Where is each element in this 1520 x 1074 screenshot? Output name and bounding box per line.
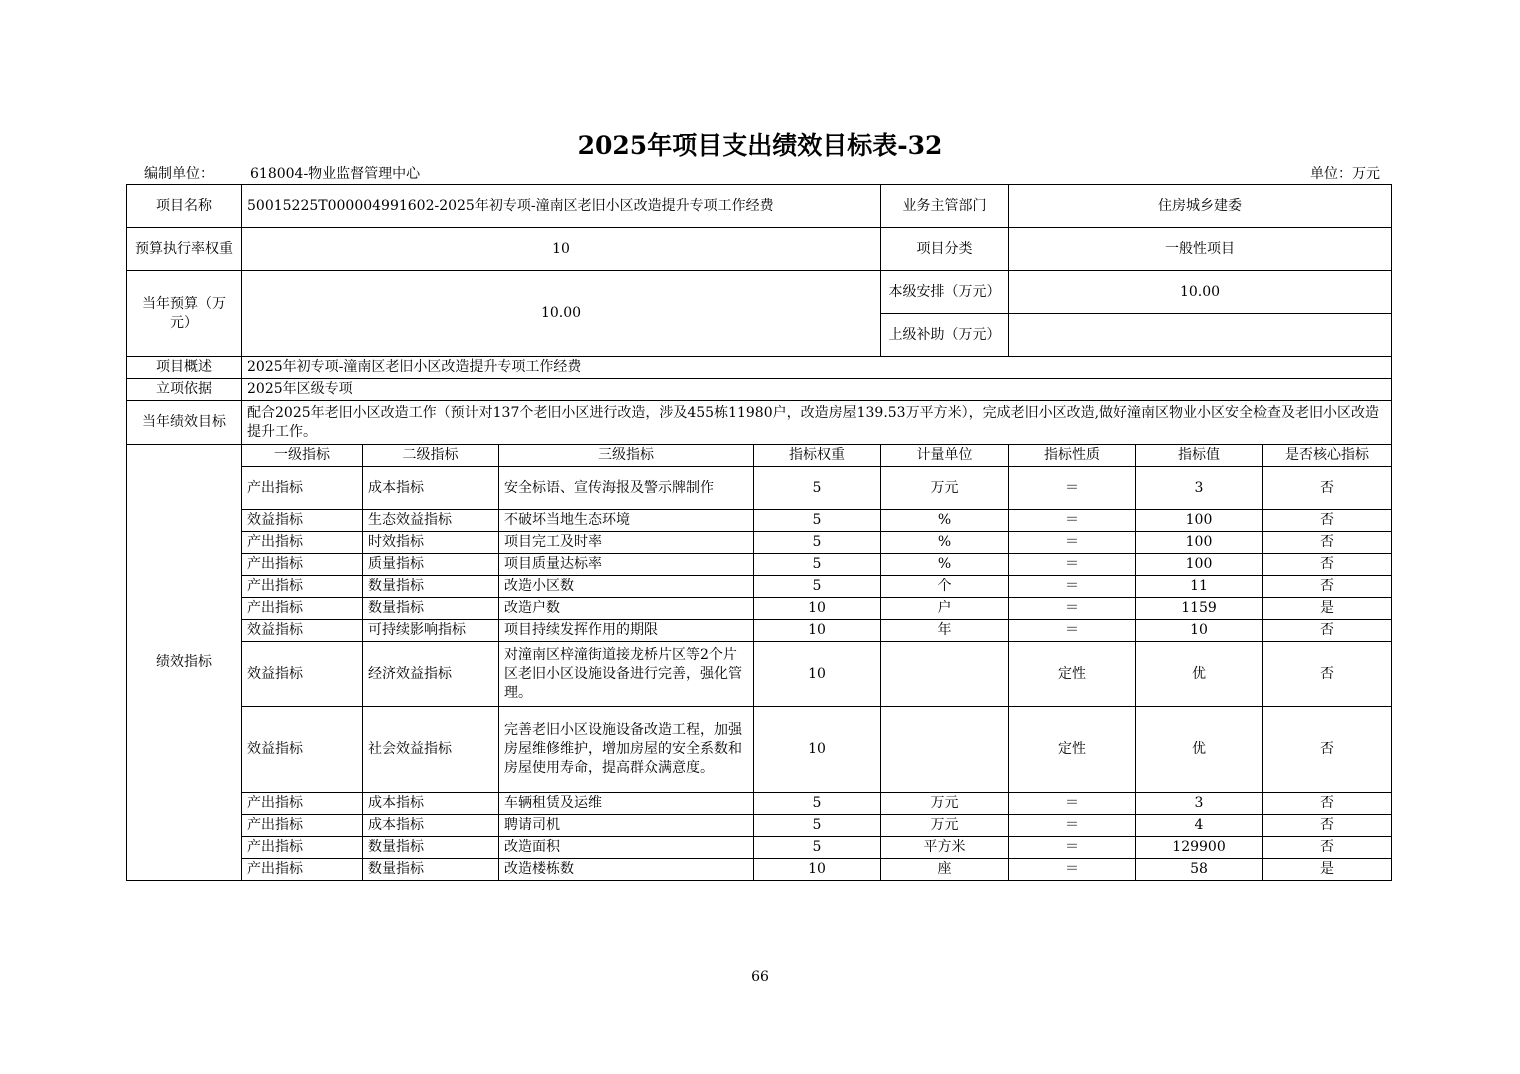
indicator-core-cell: 否 [1263, 510, 1392, 532]
indicator-level1-cell: 效益指标 [242, 707, 363, 793]
indicator-level2-cell: 经济效益指标 [363, 642, 499, 707]
indicator-unit-cell: 年 [881, 620, 1009, 642]
indicator-core-cell: 否 [1263, 793, 1392, 815]
indicator-unit-cell: % [881, 554, 1009, 576]
indicator-level2-cell: 时效指标 [363, 532, 499, 554]
goal-label: 当年绩效目标 [127, 401, 242, 445]
indicator-row [127, 510, 1392, 532]
budget-value: 10.00 [242, 271, 881, 357]
indicator-level2-cell: 质量指标 [363, 554, 499, 576]
indicator-level3-cell: 聘请司机 [499, 815, 754, 837]
indicator-nature-cell: ＝ [1009, 554, 1136, 576]
indicator-weight-cell: 5 [754, 815, 881, 837]
local-value: 10.00 [1009, 271, 1392, 314]
indicator-level2-cell: 成本指标 [363, 815, 499, 837]
indicator-unit-cell: 万元 [881, 467, 1009, 510]
indicator-level3-cell: 完善老旧小区设施设备改造工程，加强房屋维修维护，增加房屋的安全系数和房屋使用寿命，提高群众满意度。 [499, 707, 754, 793]
indicator-core-cell: 否 [1263, 815, 1392, 837]
indicator-row [127, 859, 1392, 881]
indicator-nature-cell: ＝ [1009, 532, 1136, 554]
project-name-label: 项目名称 [127, 185, 242, 228]
category-label: 项目分类 [881, 228, 1009, 271]
indicator-nature-cell: 定性 [1009, 642, 1136, 707]
indicator-weight-cell: 10 [754, 859, 881, 881]
indicator-nature-cell: ＝ [1009, 837, 1136, 859]
compiling-unit-value: 618004-物业监督管理中心 [250, 166, 421, 182]
indicator-value-cell: 58 [1136, 859, 1263, 881]
indicator-level1-cell: 产出指标 [242, 576, 363, 598]
indicator-value-cell: 优 [1136, 707, 1263, 793]
indicator-level3-cell: 改造小区数 [499, 576, 754, 598]
indicator-value-cell: 100 [1136, 532, 1263, 554]
indicator-weight-cell: 10 [754, 642, 881, 707]
indicator-level3-cell: 项目完工及时率 [499, 532, 754, 554]
indicator-weight-cell: 5 [754, 576, 881, 598]
indicator-core-cell: 是 [1263, 859, 1392, 881]
indicator-unit-cell: 平方米 [881, 837, 1009, 859]
upper-label: 上级补助（万元） [881, 314, 1009, 357]
indicator-nature-cell: ＝ [1009, 793, 1136, 815]
indicator-row [127, 620, 1392, 642]
indicator-unit-cell [881, 707, 1009, 793]
indicator-unit-cell: 座 [881, 859, 1009, 881]
indicator-unit-cell [881, 642, 1009, 707]
indicator-level2-cell: 生态效益指标 [363, 510, 499, 532]
indicator-weight-cell: 5 [754, 554, 881, 576]
indicator-level2-cell: 社会效益指标 [363, 707, 499, 793]
indicator-level3-cell: 安全标语、宣传海报及警示牌制作 [499, 467, 754, 510]
indicator-nature-cell: ＝ [1009, 510, 1136, 532]
local-label: 本级安排（万元） [881, 271, 1009, 314]
compiling-unit-label: 编制单位： [144, 166, 214, 182]
indicator-nature-cell: 定性 [1009, 707, 1136, 793]
indicator-level2-cell: 可持续影响指标 [363, 620, 499, 642]
indicator-header-cell: 一级指标 [242, 445, 363, 467]
indicator-value-cell: 129900 [1136, 837, 1263, 859]
row-goal [127, 401, 1392, 445]
indicator-core-cell: 否 [1263, 554, 1392, 576]
indicator-unit-cell: 户 [881, 598, 1009, 620]
indicator-level3-cell: 车辆租赁及运维 [499, 793, 754, 815]
row-budget [127, 271, 1392, 314]
indicator-level1-cell: 效益指标 [242, 510, 363, 532]
indicator-nature-cell: ＝ [1009, 815, 1136, 837]
indicator-level3-cell: 项目持续发挥作用的期限 [499, 620, 754, 642]
indicator-nature-cell: ＝ [1009, 859, 1136, 881]
category-value: 一般性项目 [1009, 228, 1392, 271]
indicator-level1-cell: 产出指标 [242, 859, 363, 881]
indicator-level2-cell: 数量指标 [363, 859, 499, 881]
row-overview [127, 357, 1392, 379]
overview-label: 项目概述 [127, 357, 242, 379]
indicator-weight-cell: 10 [754, 620, 881, 642]
indicator-nature-cell: ＝ [1009, 598, 1136, 620]
row-basis [127, 379, 1392, 401]
indicator-row [127, 707, 1392, 793]
indicator-row [127, 815, 1392, 837]
indicator-value-cell: 3 [1136, 793, 1263, 815]
indicator-level3-cell: 改造户数 [499, 598, 754, 620]
basis-value: 2025年区级专项 [242, 379, 1392, 401]
indicator-value-cell: 100 [1136, 510, 1263, 532]
indicator-weight-cell: 10 [754, 598, 881, 620]
indicator-unit-cell: 万元 [881, 793, 1009, 815]
indicator-level1-cell: 产出指标 [242, 598, 363, 620]
indicator-header-row [127, 445, 1392, 467]
indicator-level1-cell: 效益指标 [242, 642, 363, 707]
indicator-level3-cell: 不破坏当地生态环境 [499, 510, 754, 532]
indicator-nature-cell: ＝ [1009, 620, 1136, 642]
indicator-level2-cell: 成本指标 [363, 793, 499, 815]
indicator-nature-cell: ＝ [1009, 467, 1136, 510]
indicator-unit-cell: % [881, 532, 1009, 554]
indicator-row [127, 598, 1392, 620]
indicator-unit-cell: % [881, 510, 1009, 532]
row-exec-weight [127, 228, 1392, 271]
indicator-level1-cell: 产出指标 [242, 793, 363, 815]
indicator-level1-cell: 产出指标 [242, 837, 363, 859]
overview-value: 2025年初专项-潼南区老旧小区改造提升专项工作经费 [242, 357, 1392, 379]
indicator-header-cell: 指标性质 [1009, 445, 1136, 467]
indicator-level3-cell: 项目质量达标率 [499, 554, 754, 576]
indicator-level1-cell: 产出指标 [242, 554, 363, 576]
indicator-weight-cell: 5 [754, 510, 881, 532]
indicator-header-cell: 计量单位 [881, 445, 1009, 467]
indicator-value-cell: 3 [1136, 467, 1263, 510]
indicator-level1-cell: 产出指标 [242, 467, 363, 510]
indicator-core-cell: 否 [1263, 707, 1392, 793]
indicator-header-cell: 指标值 [1136, 445, 1263, 467]
indicator-weight-cell: 10 [754, 707, 881, 793]
indicator-nature-cell: ＝ [1009, 576, 1136, 598]
indicator-weight-cell: 5 [754, 793, 881, 815]
indicator-row [127, 554, 1392, 576]
indicator-row [127, 532, 1392, 554]
upper-value [1009, 314, 1392, 357]
performance-table [126, 184, 1392, 881]
indicator-level1-cell: 效益指标 [242, 620, 363, 642]
indicator-core-cell: 否 [1263, 642, 1392, 707]
perf-label: 绩效指标 [127, 445, 242, 881]
row-project-name [127, 185, 1392, 228]
indicator-header-cell: 指标权重 [754, 445, 881, 467]
goal-value: 配合2025年老旧小区改造工作（预计对137个老旧小区进行改造，涉及455栋11980户，改造房屋139.53万平方米），完成老旧小区改造,做好潼南区物业小区安全检查及老旧小区改造提升工作。 [242, 401, 1392, 445]
compiling-unit [144, 164, 420, 184]
indicator-header-cell: 三级指标 [499, 445, 754, 467]
indicator-value-cell: 优 [1136, 642, 1263, 707]
budget-label: 当年预算（万元） [127, 271, 242, 357]
indicator-weight-cell: 5 [754, 837, 881, 859]
indicator-level2-cell: 成本指标 [363, 467, 499, 510]
indicator-value-cell: 10 [1136, 620, 1263, 642]
indicator-unit-cell: 个 [881, 576, 1009, 598]
indicator-core-cell: 否 [1263, 620, 1392, 642]
dept-label: 业务主管部门 [881, 185, 1009, 228]
indicator-row [127, 467, 1392, 510]
page-title: 2025年项目支出绩效目标表-32 [577, 131, 943, 160]
indicator-core-cell: 是 [1263, 598, 1392, 620]
basis-label: 立项依据 [127, 379, 242, 401]
currency-unit: 单位：万元 [1310, 166, 1380, 182]
indicator-unit-cell: 万元 [881, 815, 1009, 837]
page-number: 66 [751, 969, 769, 985]
indicator-value-cell: 1159 [1136, 598, 1263, 620]
exec-weight-value: 10 [242, 228, 881, 271]
indicator-level1-cell: 产出指标 [242, 815, 363, 837]
indicator-level2-cell: 数量指标 [363, 837, 499, 859]
indicator-level2-cell: 数量指标 [363, 576, 499, 598]
indicator-level2-cell: 数量指标 [363, 598, 499, 620]
indicator-level3-cell: 改造楼栋数 [499, 859, 754, 881]
indicator-row [127, 642, 1392, 707]
indicator-value-cell: 4 [1136, 815, 1263, 837]
dept-value: 住房城乡建委 [1009, 185, 1392, 228]
indicator-core-cell: 否 [1263, 576, 1392, 598]
indicator-core-cell: 否 [1263, 532, 1392, 554]
indicator-row [127, 793, 1392, 815]
indicator-weight-cell: 5 [754, 532, 881, 554]
indicator-row [127, 576, 1392, 598]
indicator-core-cell: 否 [1263, 837, 1392, 859]
indicator-header-cell: 是否核心指标 [1263, 445, 1392, 467]
indicator-weight-cell: 5 [754, 467, 881, 510]
indicator-value-cell: 11 [1136, 576, 1263, 598]
indicator-row [127, 837, 1392, 859]
indicator-level1-cell: 产出指标 [242, 532, 363, 554]
indicator-header-cell: 二级指标 [363, 445, 499, 467]
indicator-level3-cell: 改造面积 [499, 837, 754, 859]
indicator-value-cell: 100 [1136, 554, 1263, 576]
exec-weight-label: 预算执行率权重 [127, 228, 242, 271]
indicator-core-cell: 否 [1263, 467, 1392, 510]
indicator-level3-cell: 对潼南区梓潼街道接龙桥片区等2个片区老旧小区设施设备进行完善，强化管理。 [499, 642, 754, 707]
project-name-value: 50015225T000004991602-2025年初专项-潼南区老旧小区改造提升专项工作经费 [242, 185, 881, 228]
